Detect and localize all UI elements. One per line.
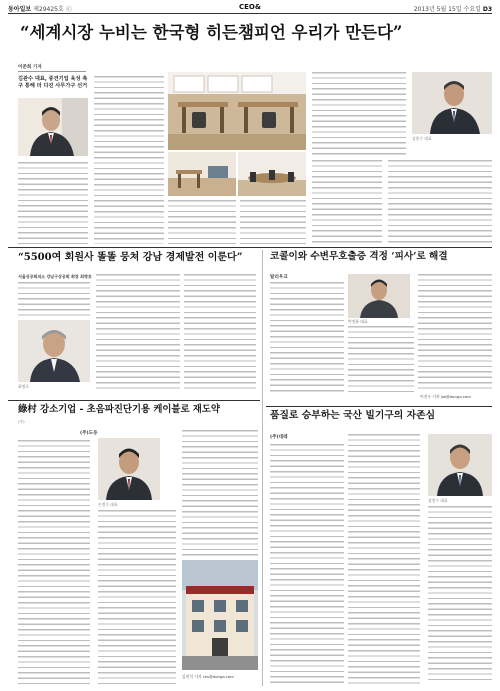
right-mid-headline: 코콜이와 수변무호출증 격정 ‘피사’로 해결: [270, 251, 448, 262]
bottom-left-author: (주)도동: [80, 431, 98, 436]
left-mid-portrait: [18, 320, 90, 382]
masthead-right: [414, 4, 492, 13]
right-mid-byline: 이진우 기자 ljw@donga.com: [420, 394, 471, 399]
top-author: 이준희 기자: [18, 65, 42, 70]
right-mid-col-2-text: [348, 326, 414, 392]
ceo-portrait-illustration: [412, 72, 492, 134]
office-interior-illustration: [168, 152, 236, 196]
portrait-illustration: [18, 98, 88, 156]
top-photo-caption: 김종수 대표: [412, 136, 432, 141]
bottom-left-caption: 손정수 대표: [98, 502, 118, 507]
bottom-right-col-3-text: [428, 506, 492, 684]
right-mid-col-1-text: [270, 282, 344, 392]
bottom-left-tag: (주): [18, 419, 25, 424]
ceo-portrait-illustration: [348, 274, 410, 318]
chairman-portrait-illustration: [18, 320, 90, 382]
section-name: CEO&: [239, 3, 261, 11]
top-headline: “세계시장 누비는 한국형 히든챔피언 우리가 만든다”: [20, 23, 403, 42]
top-office-photo-2: [168, 152, 236, 196]
page-number: D3: [482, 6, 492, 13]
bottom-right-portrait: [428, 434, 492, 496]
bottom-left-headline: 綠村 강소기업 - 초음파진단기용 케이블로 재도약: [18, 404, 220, 415]
top-col-3-text: [168, 200, 236, 244]
bottom-right-col-2-text: [348, 434, 420, 684]
left-mid-author: 서울상공회의소 강남구상공회 회장 최병호: [18, 274, 92, 279]
left-mid-caption: 최병호: [18, 384, 30, 389]
top-col-6-text: [388, 160, 492, 244]
left-mid-col-3-text: [184, 274, 256, 392]
bottom-right-author: (주)대레: [270, 435, 288, 440]
issue-date: 2013년 5월 15일 수요일: [413, 6, 481, 13]
top-office-photo: [168, 72, 306, 150]
left-mid-headline: “5500여 회원사 똘똘 뭉쳐 강남 경제발전 이룬다”: [18, 252, 243, 263]
bottom-left-col-3-text: [182, 430, 258, 556]
top-portrait-photo: [18, 98, 88, 156]
paper-name: 동아일보: [8, 6, 32, 13]
right-mid-col-3-text: [418, 274, 492, 392]
bottom-right-col-1-text: [270, 444, 344, 684]
bottom-left-byline: 김진석 기자 cks@donga.com: [182, 674, 235, 679]
left-mid-col-1-text: [18, 282, 90, 318]
office-illustration: [168, 72, 306, 150]
factory-building-illustration: [182, 560, 258, 670]
ceo-portrait-illustration: [428, 434, 492, 496]
masthead: [8, 3, 492, 14]
issue-number: 제29425호 ⓒ: [33, 6, 72, 13]
bottom-right-headline: 품질로 승부하는 국산 빌기구의 자존심: [270, 410, 436, 421]
top-office-photo-3: [238, 152, 306, 196]
top-right-portrait: [412, 72, 492, 134]
mid-section-rule-left: [8, 400, 260, 401]
top-col-2-text: [94, 76, 164, 244]
meeting-room-illustration: [238, 152, 306, 196]
top-col-4-text: [240, 200, 306, 244]
top-lead: 김관수 대표, 중견기업 육성 촉구 통해 더 다진 사무가구 선거: [18, 76, 88, 89]
top-author-rule: [18, 71, 86, 72]
bottom-left-building-photo: [182, 560, 258, 670]
mid-section-rule-right: [266, 406, 492, 407]
top-col-5-text: [312, 160, 382, 244]
left-mid-col-2-text: [96, 274, 180, 392]
right-mid-portrait: [348, 274, 410, 318]
right-mid-caption: 박정윤 대표: [348, 319, 368, 324]
bottom-left-portrait: [98, 438, 160, 500]
right-mid-author: 탈리우크: [270, 275, 288, 280]
top-col-1-text: [18, 162, 88, 244]
top-section-rule: [8, 247, 492, 248]
mid-column-divider: [262, 250, 263, 686]
bottom-left-col-2-text: [98, 510, 176, 684]
top-col-7-text: [312, 72, 406, 156]
bottom-left-col-1-text: [18, 440, 90, 684]
bottom-right-caption: 장정수 대표: [428, 498, 448, 503]
ceo-portrait-illustration: [98, 438, 160, 500]
